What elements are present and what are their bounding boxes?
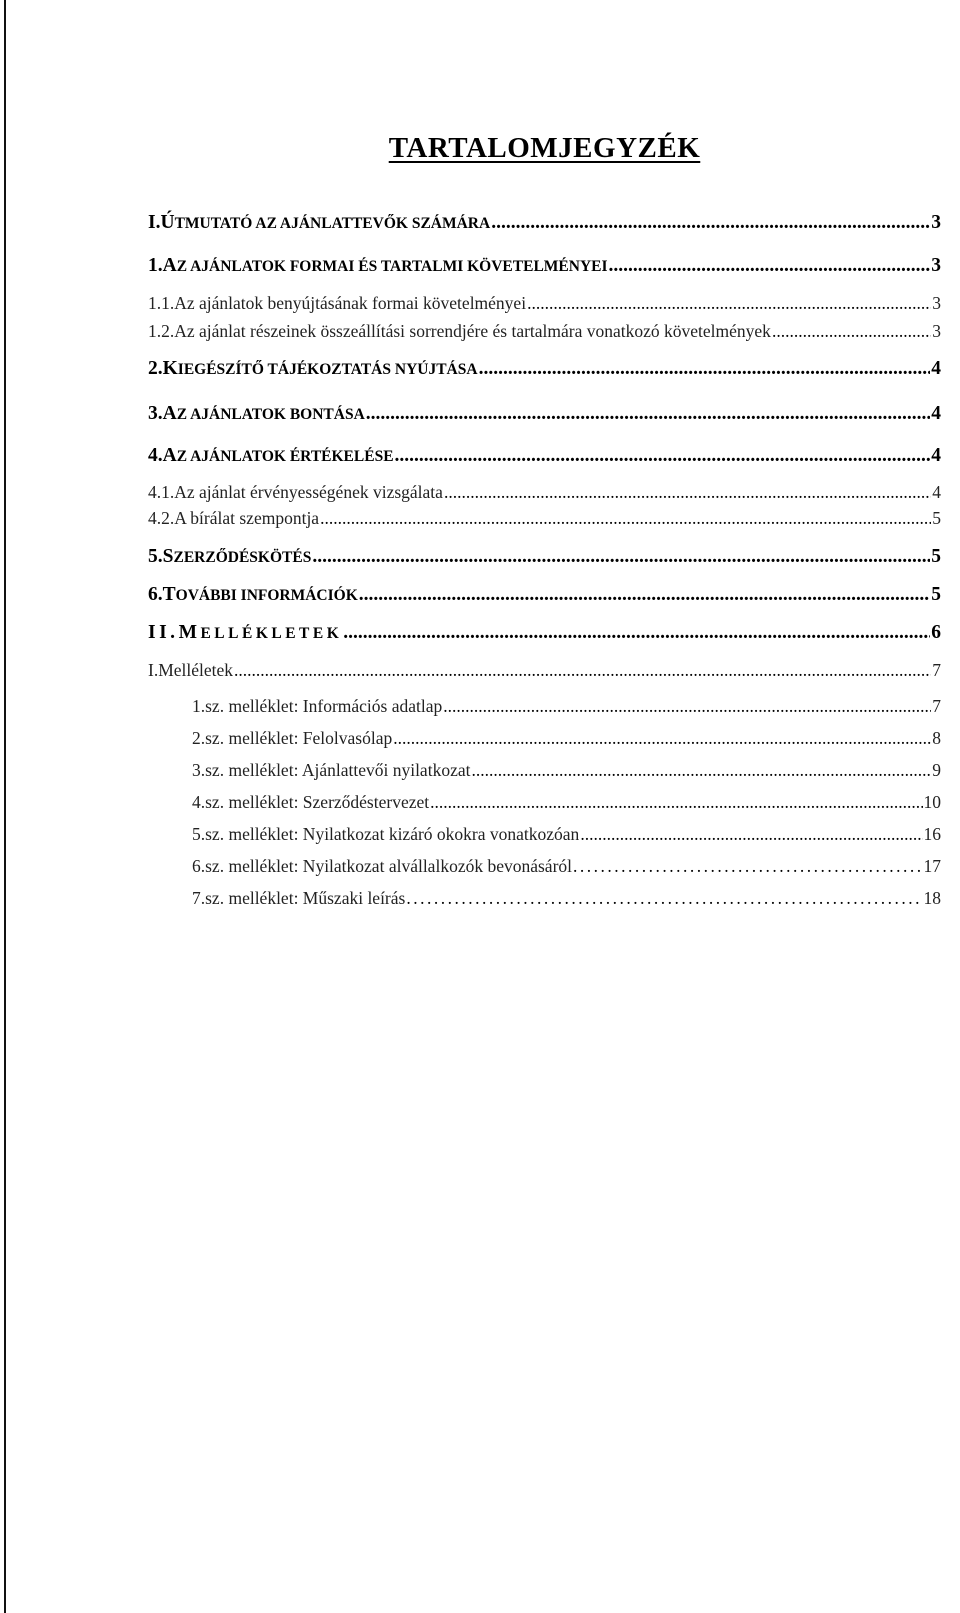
page-left-border	[4, 0, 6, 1613]
toc-entry-page: 3	[931, 255, 941, 276]
toc-entry-annexes[interactable]	[148, 622, 941, 644]
toc-leader-dots	[573, 856, 922, 877]
toc-entry-annex-4[interactable]	[192, 792, 941, 813]
toc-entry-page: 18	[923, 888, 941, 908]
toc-entry-label: Az ajánlatok benyújtásának formai követelményei	[174, 293, 527, 313]
toc-entry-label: Melléletek	[158, 660, 234, 680]
toc-leader-dots	[430, 792, 922, 813]
toc-leader-dots	[609, 255, 931, 277]
toc-entry-number: 1.	[148, 255, 163, 276]
toc-entry-page: 3	[931, 212, 941, 233]
toc-leader-dots	[491, 212, 930, 234]
toc-leader-dots	[471, 760, 931, 781]
toc-entry-annex-3[interactable]	[192, 760, 941, 781]
toc-entry-page: 16	[923, 824, 941, 844]
toc-entry-page: 4	[931, 358, 941, 379]
toc-entry-number: 4.	[192, 792, 206, 812]
toc-entry-page: 4	[931, 403, 941, 424]
toc-leader-dots	[527, 293, 931, 314]
toc-entry-label: sz. melléklet: Információs adatlap	[205, 696, 443, 716]
toc-entry-page: 7	[932, 696, 941, 716]
toc-entry-number: 6.	[148, 584, 163, 605]
toc-entry-number: 1.2.	[148, 321, 175, 341]
toc-entry-label: SZERZŐDÉSKÖTÉS	[162, 546, 312, 567]
toc-leader-dots	[395, 445, 931, 467]
toc-entry-page: 4	[931, 445, 941, 466]
toc-entry-page: 6	[931, 622, 941, 643]
toc-leader-dots	[479, 358, 931, 380]
toc-entry-label: sz. melléklet: Ajánlattevői nyilatkozat	[205, 760, 471, 780]
toc-entry-page: 5	[931, 584, 941, 605]
toc-entry-annex-5[interactable]	[192, 824, 941, 845]
toc-entry-annex-6[interactable]	[192, 856, 941, 877]
toc-entry-page: 8	[932, 728, 941, 748]
toc-entry-evaluation[interactable]	[148, 445, 941, 467]
toc-leader-dots	[366, 403, 930, 425]
toc-entry-additional-info[interactable]	[148, 358, 941, 380]
toc-entry-number: 4.1.	[148, 482, 175, 502]
toc-entry-number: 7.	[192, 888, 206, 908]
toc-entry-number: 2.	[192, 728, 206, 748]
toc-entry-number: 3.	[192, 760, 206, 780]
toc-title: TARTALOMJEGYZÉK	[388, 132, 701, 164]
toc-entry-label: sz. melléklet: Felolvasólap	[205, 728, 393, 748]
toc-entry-label: Az ajánlat érvényességének vizsgálata	[174, 482, 443, 502]
toc-entry-further-info[interactable]	[148, 584, 941, 606]
toc-entry-number: 1.1.	[148, 293, 175, 313]
toc-leader-dots	[234, 660, 931, 681]
toc-entry-label: MELLÉKLETEK	[178, 622, 343, 643]
toc-entry-label: Az ajánlat részeinek összeállítási sorrendjére és tartalmára vonatkozó követelmények	[174, 321, 771, 341]
toc-entry-annex-1[interactable]	[192, 696, 941, 717]
toc-entry-label: sz. melléklet: Nyilatkozat alvállalkozók bevonásáról	[205, 856, 573, 876]
toc-entry-annex-7[interactable]	[192, 888, 941, 909]
toc-entry-number: II.	[148, 622, 179, 643]
toc-leader-dots	[312, 546, 930, 568]
toc-entry-number: 3.	[148, 403, 163, 424]
document-page	[148, 0, 941, 1613]
toc-leader-dots	[406, 888, 922, 909]
toc-entry-page: 9	[932, 760, 941, 780]
toc-entry-page: 17	[923, 856, 941, 876]
toc-leader-dots	[443, 696, 931, 717]
toc-entry-page: 4	[932, 482, 941, 502]
toc-entry-label: TOVÁBBI INFORMÁCIÓK	[162, 584, 358, 605]
toc-entry-number: I.	[148, 212, 161, 233]
toc-entry-label: sz. melléklet: Műszaki leírás	[205, 888, 406, 908]
toc-entry-number: 4.	[148, 445, 163, 466]
toc-entry-label: A bírálat szempontja	[174, 508, 320, 528]
toc-leader-dots	[393, 728, 931, 749]
toc-entry-number: 2.	[148, 358, 163, 379]
toc-entry-label: sz. melléklet: Szerződéstervezet	[205, 792, 430, 812]
toc-entry-opening[interactable]	[148, 403, 941, 425]
toc-entry-label: KIEGÉSZÍTŐ TÁJÉKOZTATÁS NYÚJTÁSA	[162, 358, 478, 379]
toc-entry-label: sz. melléklet: Nyilatkozat kizáró okokra vonatkozóan	[205, 824, 580, 844]
toc-entry-number: 1.	[192, 696, 206, 716]
toc-entry-requirements[interactable]	[148, 255, 941, 277]
toc-entry-number: I.	[148, 660, 159, 680]
toc-entry-guide[interactable]	[148, 212, 941, 234]
toc-entry-label: AZ AJÁNLATOK BONTÁSA	[162, 403, 365, 424]
toc-entry-validity-check[interactable]	[148, 482, 941, 503]
toc-entry-number: 5.	[192, 824, 206, 844]
toc-entry-annex-list[interactable]	[148, 660, 941, 681]
toc-leader-dots	[580, 824, 922, 845]
toc-entry-page: 5	[932, 508, 941, 528]
toc-entry-page: 3	[932, 293, 941, 313]
toc-leader-dots	[359, 584, 930, 606]
toc-entry-label: AZ AJÁNLATOK FORMAI ÉS TARTALMI KÖVETELMÉNYEI	[162, 255, 608, 276]
toc-entry-contracting[interactable]	[148, 546, 941, 568]
toc-entry-page: 7	[932, 660, 941, 680]
toc-entry-number: 4.2.	[148, 508, 175, 528]
toc-entry-annex-2[interactable]	[192, 728, 941, 749]
toc-entry-assessment-criteria[interactable]	[148, 508, 941, 529]
toc-entry-label: ÚTMUTATÓ AZ AJÁNLATTEVŐK SZÁMÁRA	[160, 212, 491, 233]
toc-entry-label: AZ AJÁNLATOK ÉRTÉKELÉSE	[162, 445, 394, 466]
toc-leader-dots	[343, 622, 930, 644]
toc-entry-page: 5	[931, 546, 941, 567]
toc-leader-dots	[320, 508, 931, 529]
toc-entry-page: 10	[923, 792, 941, 812]
toc-entry-page: 3	[932, 321, 941, 341]
toc-leader-dots	[444, 482, 931, 503]
toc-entry-number: 5.	[148, 546, 163, 567]
toc-entry-formal-requirements[interactable]	[148, 293, 941, 314]
toc-leader-dots	[772, 321, 931, 342]
toc-entry-order-requirements[interactable]	[148, 321, 941, 342]
toc-entry-number: 6.	[192, 856, 206, 876]
